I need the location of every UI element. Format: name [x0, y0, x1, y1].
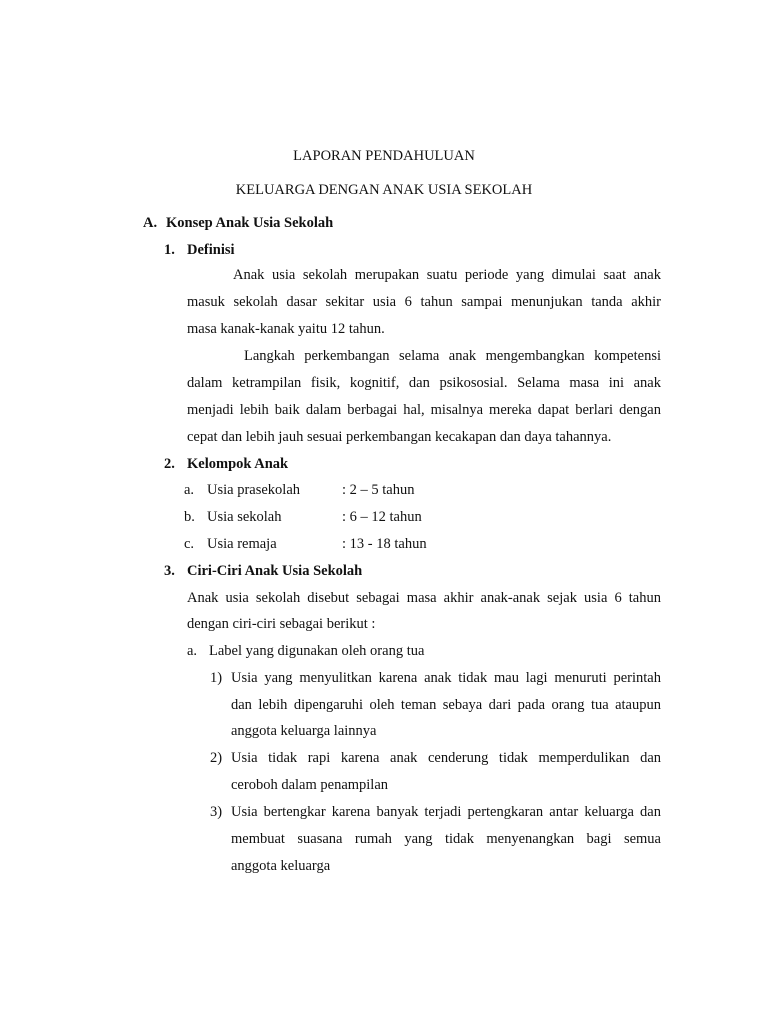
document-title: LAPORAN PENDAHULUAN	[293, 148, 475, 164]
item-1-title: Definisi	[187, 242, 235, 258]
group-c-value: : 13 - 18 tahun	[342, 536, 427, 552]
point-1-line1: Usia yang menyulitkan karena anak tidak mau lagi menuruti perintah	[231, 670, 661, 686]
definisi-p2-line4: cepat dan lebih jauh sesuai perkembangan kecakapan dan daya tahannya.	[187, 429, 612, 445]
item-2-number: 2.	[164, 456, 175, 472]
definisi-p1-line3: masa kanak-kanak yaitu 12 tahun.	[187, 321, 385, 337]
item-3-title: Ciri-Ciri Anak Usia Sekolah	[187, 563, 363, 579]
definisi-p1-line1: Anak usia sekolah merupakan suatu periode yang dimulai saat anak	[233, 267, 661, 283]
group-b-name: Usia sekolah	[207, 509, 282, 525]
definisi-p2-line1: Langkah perkembangan selama anak mengembangkan kompetensi	[244, 348, 661, 364]
group-a-name: Usia prasekolah	[207, 482, 301, 498]
group-a-letter: a.	[184, 482, 195, 498]
document-subtitle: KELUARGA DENGAN ANAK USIA SEKOLAH	[235, 182, 533, 198]
definisi-p1-line2: masuk sekolah dasar sekitar usia 6 tahun sampai menunjukan tanda akhir	[187, 294, 661, 310]
item-1-number: 1.	[164, 242, 175, 258]
group-a-value: : 2 – 5 tahun	[342, 482, 415, 498]
section-a-label: A.	[143, 215, 158, 231]
group-b-letter: b.	[184, 509, 195, 525]
ciri-intro-line1: Anak usia sekolah disebut sebagai masa akhir anak-anak sejak usia 6 tahun	[187, 590, 661, 606]
point-3-line1: Usia bertengkar karena banyak terjadi pertengkaran antar keluarga dan	[231, 804, 661, 820]
section-a-title: Konsep Anak Usia Sekolah	[166, 215, 334, 231]
ciri-intro-line2: dengan ciri-ciri sebagai berikut :	[187, 616, 376, 632]
group-c-name: Usia remaja	[207, 536, 277, 552]
point-2-line2: ceroboh dalam penampilan	[231, 777, 389, 793]
definisi-p2-line3: menjadi lebih baik dalam berbagai hal, misalnya mereka dapat berlari dengan	[187, 402, 661, 418]
point-1-number: 1)	[210, 670, 223, 686]
point-3-line3: anggota keluarga	[231, 858, 331, 874]
group-b-value: : 6 – 12 tahun	[342, 509, 422, 525]
point-1-line2: dan lebih dipengaruhi oleh teman sebaya dari pada orang tua ataupun	[231, 697, 661, 713]
point-2-line1: Usia tidak rapi karena anak cenderung tidak memperdulikan dan	[231, 750, 661, 766]
point-3-line2: membuat suasana rumah yang tidak menyenangkan bagi semua	[231, 831, 661, 847]
point-1-line3: anggota keluarga lainnya	[231, 723, 377, 739]
item-3-number: 3.	[164, 563, 175, 579]
definisi-p2-line2: dalam ketrampilan fisik, kognitif, dan psikososial. Selama masa ini anak	[187, 375, 661, 391]
item-2-title: Kelompok Anak	[187, 456, 289, 472]
sub-a-letter: a.	[187, 643, 198, 659]
point-3-number: 3)	[210, 804, 223, 820]
group-c-letter: c.	[184, 536, 195, 552]
sub-a-title: Label yang digunakan oleh orang tua	[209, 643, 425, 659]
point-2-number: 2)	[210, 750, 223, 766]
